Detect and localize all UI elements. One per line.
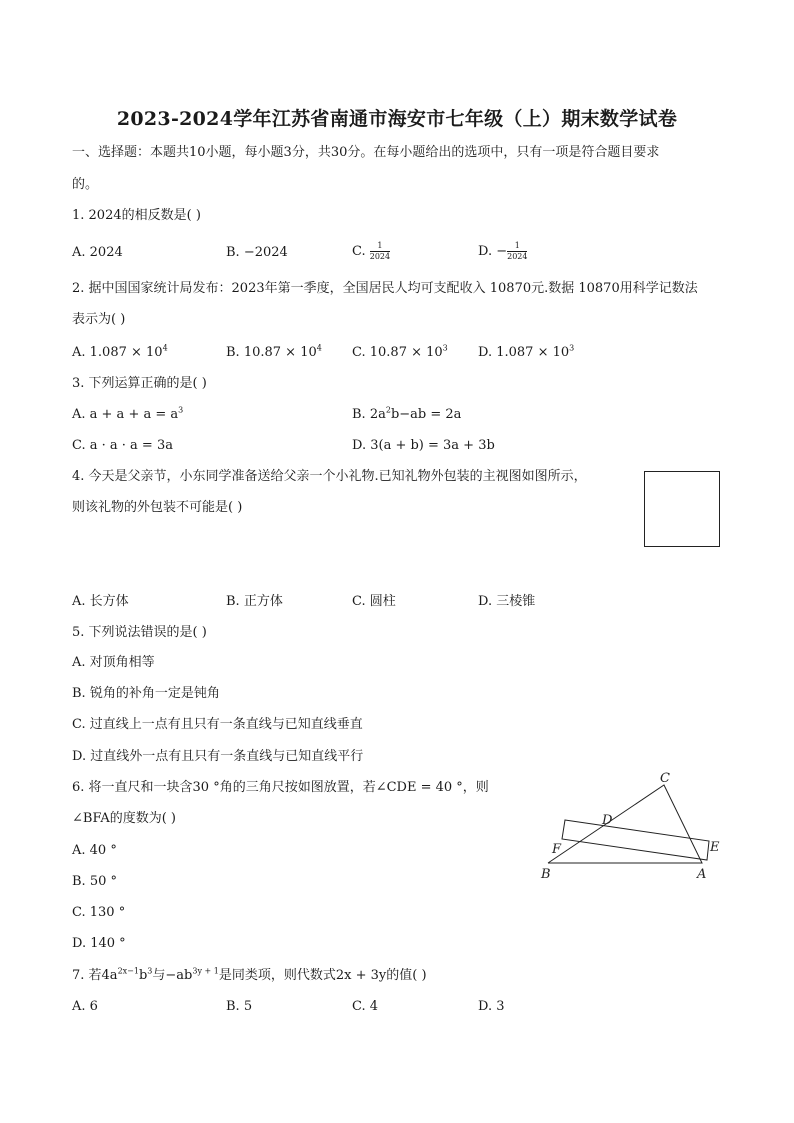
label-f: F [552,842,562,857]
q2-option-c-base: C. 10.87 × 10 [352,345,443,360]
label-d: D [602,813,613,828]
q3-option-b [352,405,461,425]
q1-option-b: B. −2024 [226,245,288,260]
q1-option-d [478,241,527,262]
q5-stem: 5. 下列说法错误的是( ) [72,625,207,640]
q4-option-a: A. 长方体 [72,594,129,609]
fraction-numerator: 1 [370,241,390,252]
q4-stem-line1: 4. 今天是父亲节，小东同学准备送给父亲一个小礼物.已知礼物外包装的主视图如图所示， [72,469,587,484]
q1-option-d-prefix: D. − [478,244,508,259]
q2-option-c-exponent: 3 [442,343,448,353]
label-a: A [697,867,707,882]
q3-option-b-post: b−ab = 2a [390,407,462,422]
q5-option-b: B. 锐角的补角一定是钝角 [72,686,220,701]
q2-option-d-exponent: 3 [569,343,575,353]
q7-option-b: B. 5 [226,999,253,1014]
q2-option-b-base: B. 10.87 × 10 [226,345,317,360]
section-header-line1: 一、选择题：本题共10小题，每小题3分，共30分。在每小题给出的选项中，只有一项是符合题目要求 [72,145,660,160]
q4-option-c: C. 圆柱 [352,594,396,609]
q4-option-d: D. 三棱锥 [478,594,536,609]
q3-stem: 3. 下列运算正确的是( ) [72,376,207,391]
q7-stem-post: 是同类项，则代数式2x + 3y的值( ) [218,968,427,983]
triangle-abc [548,785,702,863]
q7-exponent-2: 3 [147,966,153,976]
q7-stem-mid1: b [138,968,148,983]
q5-option-d: D. 过直线外一点有且只有一条直线与已知直线平行 [72,749,364,764]
q7-option-c: C. 4 [352,999,379,1014]
q4-stem-line2: 则该礼物的外包装不可能是( ) [72,500,243,515]
q6-option-d: D. 140 ° [72,936,126,951]
label-e: E [710,840,720,855]
q1-option-c [352,241,390,262]
q2-stem-line1: 2. 据中国国家统计局发布：2023年第一季度，全国居民人均可支配收入 10870元.数据 10870用科学记数法 [72,281,698,296]
q1-option-a: A. 2024 [72,245,123,260]
q7-exponent-3: 3y + 1 [192,966,219,976]
q7-option-a: A. 6 [72,999,98,1014]
q7-stem [72,966,427,986]
front-view-square-figure [644,471,720,547]
q7-stem-mid2: 与−ab [152,968,193,983]
q1-stem: 1. 2024的相反数是( ) [72,208,201,223]
q2-option-c [352,343,448,363]
page-title: 2023-2024学年江苏省南通市海安市七年级（上）期末数学试卷 [116,108,678,130]
q3-option-a-base: A. a + a + a = a [72,407,179,422]
q6-option-a: A. 40 ° [72,843,117,858]
q3-option-b-pre: B. 2a [352,407,386,422]
ruler-triangle-figure [530,770,730,885]
q2-option-d-base: D. 1.087 × 10 [478,345,570,360]
q7-exponent-1: 2x−1 [117,966,139,976]
section-header-line2: 的。 [72,177,99,192]
label-b: B [541,867,551,882]
q2-option-a-exponent: 4 [162,343,168,353]
fraction-denominator: 2024 [507,252,528,261]
q2-option-b-exponent: 4 [316,343,322,353]
q1-option-d-fraction [507,241,527,262]
ruler [562,820,709,860]
q2-option-d [478,343,574,363]
q4-option-b: B. 正方体 [226,594,283,609]
q7-stem-pre: 7. 若4a [72,968,118,983]
q2-option-a [72,343,168,363]
q3-option-c: C. a · a · a = 3a [72,438,173,453]
q3-option-a [72,405,183,425]
q2-stem-line2: 表示为( ) [72,312,126,327]
fraction-numerator: 1 [507,241,527,252]
label-c: C [660,771,670,786]
q3-option-b-exponent: 2 [385,405,391,415]
q1-option-c-fraction [370,241,390,262]
q3-option-a-exponent: 3 [178,405,184,415]
q6-stem-line1: 6. 将一直尺和一块含30 °角的三角尺按如图放置，若∠CDE = 40 °，则 [72,780,489,795]
q5-option-c: C. 过直线上一点有且只有一条直线与已知直线垂直 [72,717,363,732]
fraction-denominator: 2024 [369,252,391,261]
q7-option-d: D. 3 [478,999,505,1014]
q6-option-b: B. 50 ° [72,874,117,889]
q2-option-b [226,343,322,363]
q1-option-c-prefix: C. [352,244,370,259]
q6-option-c: C. 130 ° [72,905,126,920]
q5-option-a: A. 对顶角相等 [72,655,155,670]
q3-option-d: D. 3(a + b) = 3a + 3b [352,438,495,453]
q2-option-a-base: A. 1.087 × 10 [72,345,163,360]
q6-stem-line2: ∠BFA的度数为( ) [72,811,177,826]
